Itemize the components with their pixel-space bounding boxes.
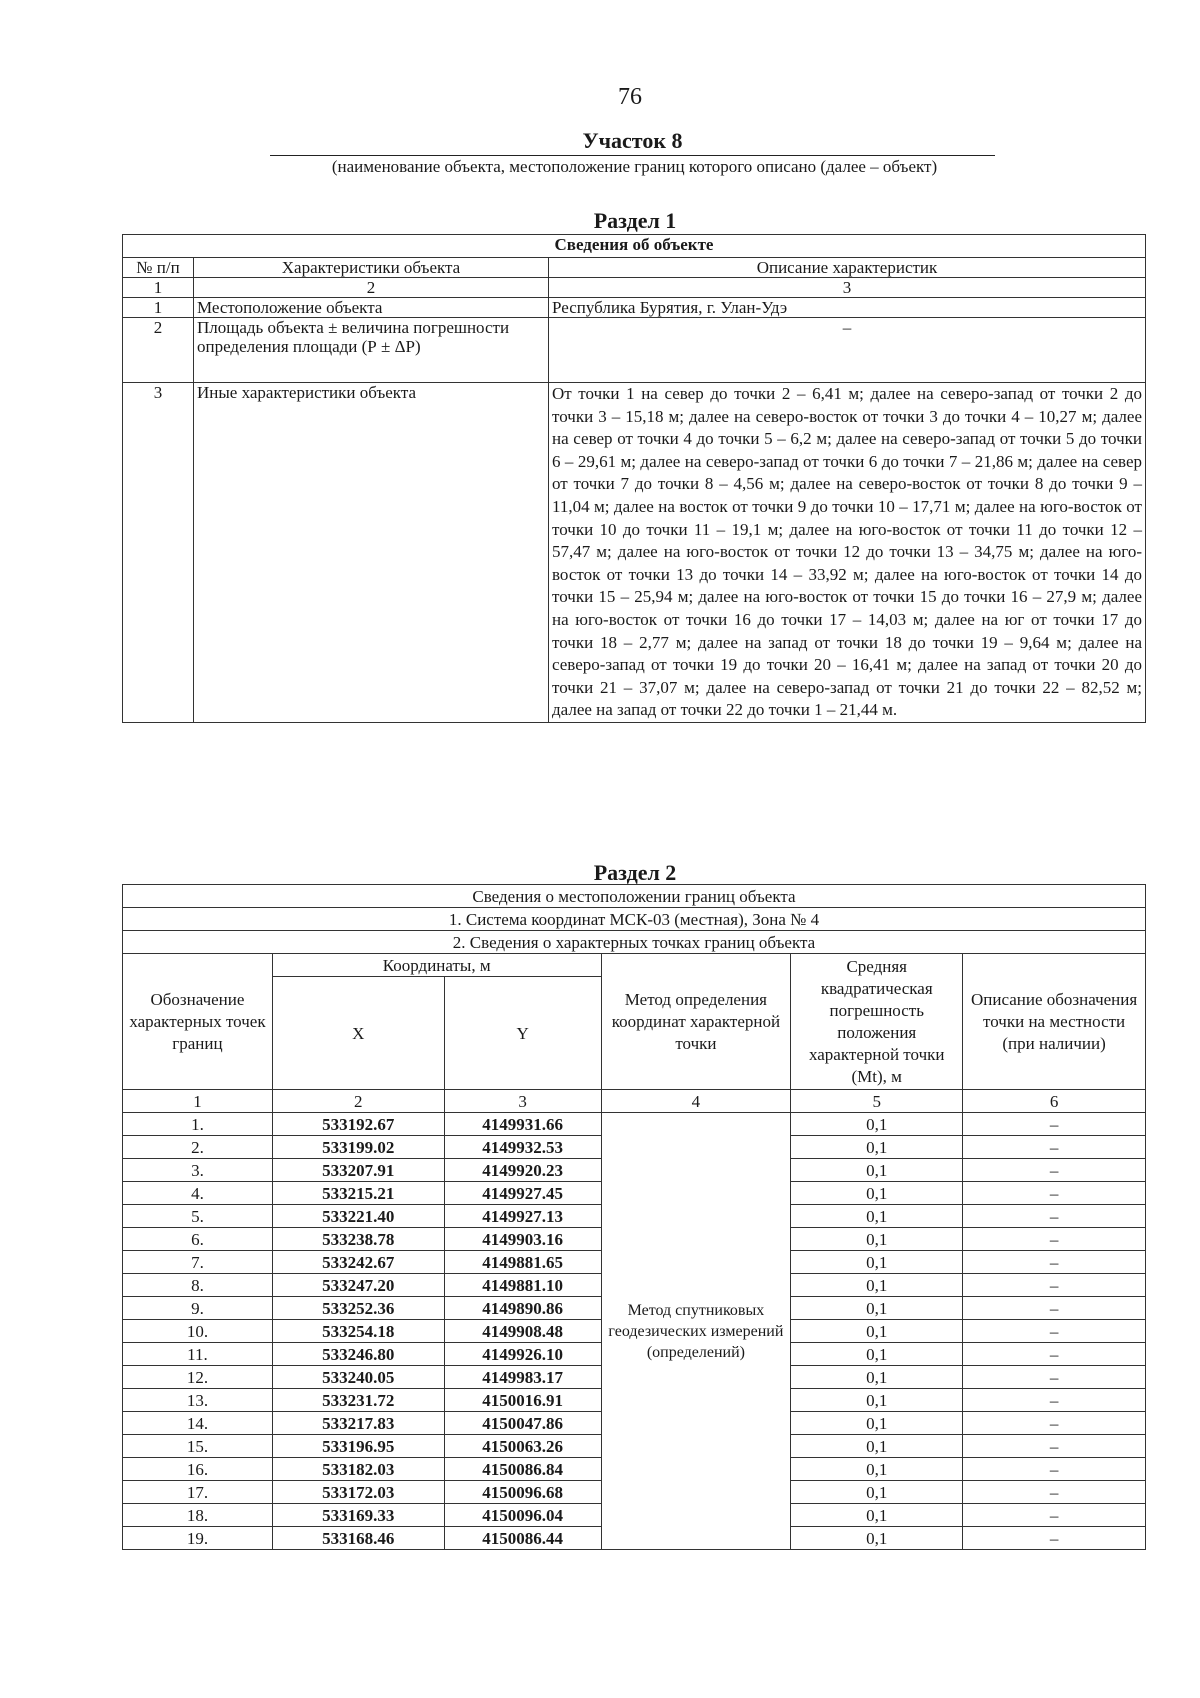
point-x: 533240.05 [272, 1366, 444, 1389]
point-y: 4149932.53 [444, 1136, 601, 1159]
section2-title: Раздел 2 [593, 860, 677, 885]
point-y: 4150096.68 [444, 1481, 601, 1504]
point-number: 7. [123, 1251, 273, 1274]
point-x: 533199.02 [272, 1136, 444, 1159]
point-number: 11. [123, 1343, 273, 1366]
point-x: 533231.72 [272, 1389, 444, 1412]
point-desc: – [963, 1228, 1146, 1251]
row-description: Республика Бурятия, г. Улан-Удэ [549, 298, 1146, 318]
row-characteristic: Местоположение объекта [194, 298, 549, 318]
point-desc: – [963, 1389, 1146, 1412]
header-description: Описание характеристик [549, 258, 1146, 278]
point-mt: 0,1 [791, 1297, 963, 1320]
col-error-header: Средняя квадратическая погрешность положения характерной точки (Mt), м [791, 954, 963, 1090]
point-mt: 0,1 [791, 1228, 963, 1251]
point-y: 4149983.17 [444, 1366, 601, 1389]
boundary-points-table [122, 884, 1146, 1550]
object-info-table [122, 234, 1146, 723]
row-num: 2 [123, 318, 194, 383]
boundary-header-1: Сведения о местоположении границ объекта [123, 885, 1146, 908]
object-title: Участок 8 [270, 128, 995, 156]
point-y: 4149931.66 [444, 1113, 601, 1136]
point-y: 4149927.45 [444, 1182, 601, 1205]
point-y: 4149920.23 [444, 1159, 601, 1182]
point-y: 4150086.84 [444, 1458, 601, 1481]
point-y: 4150016.91 [444, 1389, 601, 1412]
method-cell: Метод спутниковых геодезических измерений (определений) [601, 1113, 791, 1550]
point-number: 19. [123, 1527, 273, 1550]
row-characteristic: Площадь объекта ± величина погрешности определения площади (Р ± ΔР) [194, 318, 549, 383]
col-number-4: 4 [601, 1090, 791, 1113]
row-description: От точки 1 на север до точки 2 – 6,41 м; далее на северо-запад от точки 2 до точки 3 – 15,18 м; далее на северо-восток от точки 3 до точки 4 – 10,27 м; далее на север от точки 4 до точки 5 – 6,2 м; далее на северо-запад от точки 5 до точки 6 – 29,61 м; далее на северо-запад от точки 6 до точки 7 – 21,86 м; далее на север от точки 7 до точки 8 – 4,56 м; далее на северо-восток от точки 8 до точки 9 – 11,04 м; далее на восток от точки 9 до точки 10 – 17,71 м; далее на юго-восток от точки 10 до точки 11 – 19,1 м; далее на юго-восток от точки 11 до точки 12 – 57,47 м; далее на юго-восток от точки 12 до точки 13 – 34,75 м; далее на юго-восток от точки 13 до точки 14 – 33,92 м; далее на юго-восток от точки 14 до точки 15 – 25,94 м; далее на юго-восток от точки 15 до точки 16 – 27,9 м; далее на юго-восток от точки 16 до точки 17 – 14,03 м; далее на юг от точки 17 до точки 18 – 2,77 м; далее на запад от точки 18 до точки 19 – 9,64 м; далее на северо-запад от точки 19 до точки 20 – 16,41 м; далее на запад от точки 20 до точки 21 – 37,07 м; далее на северо-запад от точки 21 до точки 22 – 82,52 м; далее на запад от точки 22 до точки 1 – 21,44 м. [549, 383, 1146, 723]
point-mt: 0,1 [791, 1435, 963, 1458]
point-desc: – [963, 1320, 1146, 1343]
point-number: 5. [123, 1205, 273, 1228]
col-number-2: 2 [272, 1090, 444, 1113]
col-number-6: 6 [963, 1090, 1146, 1113]
point-x: 533196.95 [272, 1435, 444, 1458]
point-desc: – [963, 1274, 1146, 1297]
point-desc: – [963, 1136, 1146, 1159]
col-number-3: 3 [549, 278, 1146, 298]
table-row [123, 1113, 1146, 1136]
point-y: 4149926.10 [444, 1343, 601, 1366]
point-y: 4149903.16 [444, 1228, 601, 1251]
point-x: 533221.40 [272, 1205, 444, 1228]
point-y: 4149881.65 [444, 1251, 601, 1274]
point-mt: 0,1 [791, 1343, 963, 1366]
point-y: 4149890.86 [444, 1297, 601, 1320]
point-desc: – [963, 1504, 1146, 1527]
point-x: 533207.91 [272, 1159, 444, 1182]
point-mt: 0,1 [791, 1251, 963, 1274]
point-y: 4150063.26 [444, 1435, 601, 1458]
col-number-3: 3 [444, 1090, 601, 1113]
row-description: – [549, 318, 1146, 383]
point-x: 533252.36 [272, 1297, 444, 1320]
boundary-header-2: 1. Система координат МСК-03 (местная), Зона № 4 [123, 908, 1146, 931]
object-info-table-title: Сведения об объекте [123, 235, 1146, 258]
table-row [123, 298, 1146, 318]
object-caption: (наименование объекта, местоположение границ которого описано (далее – объект) [331, 157, 938, 176]
col-method-header: Метод определения координат характерной точки [601, 954, 791, 1090]
point-y: 4149908.48 [444, 1320, 601, 1343]
section1-title: Раздел 1 [593, 208, 677, 233]
point-x: 533217.83 [272, 1412, 444, 1435]
col-number-1: 1 [123, 278, 194, 298]
col-number-2: 2 [194, 278, 549, 298]
page-number: 76 [618, 84, 642, 110]
point-number: 14. [123, 1412, 273, 1435]
point-desc: – [963, 1159, 1146, 1182]
point-y: 4149927.13 [444, 1205, 601, 1228]
point-mt: 0,1 [791, 1136, 963, 1159]
point-number: 4. [123, 1182, 273, 1205]
point-number: 1. [123, 1113, 273, 1136]
point-y: 4150096.04 [444, 1504, 601, 1527]
point-x: 533215.21 [272, 1182, 444, 1205]
point-x: 533238.78 [272, 1228, 444, 1251]
point-number: 8. [123, 1274, 273, 1297]
point-mt: 0,1 [791, 1389, 963, 1412]
point-mt: 0,1 [791, 1458, 963, 1481]
point-y: 4149881.10 [444, 1274, 601, 1297]
point-mt: 0,1 [791, 1159, 963, 1182]
table-row [123, 318, 1146, 383]
point-mt: 0,1 [791, 1481, 963, 1504]
point-y: 4150086.44 [444, 1527, 601, 1550]
point-desc: – [963, 1527, 1146, 1550]
col-desc-header: Описание обозначения точки на местности (при наличии) [963, 954, 1146, 1090]
header-characteristic: Характеристики объекта [194, 258, 549, 278]
point-desc: – [963, 1251, 1146, 1274]
col-y-header: Y [444, 977, 601, 1090]
point-mt: 0,1 [791, 1205, 963, 1228]
point-desc: – [963, 1205, 1146, 1228]
point-x: 533254.18 [272, 1320, 444, 1343]
point-number: 10. [123, 1320, 273, 1343]
point-number: 6. [123, 1228, 273, 1251]
point-desc: – [963, 1297, 1146, 1320]
point-number: 18. [123, 1504, 273, 1527]
point-mt: 0,1 [791, 1320, 963, 1343]
header-num: № п/п [123, 258, 194, 278]
point-desc: – [963, 1458, 1146, 1481]
table-row [123, 383, 1146, 723]
point-number: 9. [123, 1297, 273, 1320]
point-mt: 0,1 [791, 1182, 963, 1205]
point-number: 2. [123, 1136, 273, 1159]
point-mt: 0,1 [791, 1366, 963, 1389]
point-x: 533246.80 [272, 1343, 444, 1366]
point-x: 533169.33 [272, 1504, 444, 1527]
row-num: 3 [123, 383, 194, 723]
point-x: 533182.03 [272, 1458, 444, 1481]
point-desc: – [963, 1182, 1146, 1205]
col-number-5: 5 [791, 1090, 963, 1113]
point-mt: 0,1 [791, 1504, 963, 1527]
point-number: 16. [123, 1458, 273, 1481]
point-number: 12. [123, 1366, 273, 1389]
point-y: 4150047.86 [444, 1412, 601, 1435]
point-x: 533192.67 [272, 1113, 444, 1136]
point-x: 533242.67 [272, 1251, 444, 1274]
col-x-header: X [272, 977, 444, 1090]
row-characteristic: Иные характеристики объекта [194, 383, 549, 723]
point-x: 533168.46 [272, 1527, 444, 1550]
point-x: 533172.03 [272, 1481, 444, 1504]
boundary-header-3: 2. Сведения о характерных точках границ объекта [123, 931, 1146, 954]
point-desc: – [963, 1435, 1146, 1458]
point-desc: – [963, 1343, 1146, 1366]
point-mt: 0,1 [791, 1412, 963, 1435]
row-num: 1 [123, 298, 194, 318]
point-number: 13. [123, 1389, 273, 1412]
point-number: 15. [123, 1435, 273, 1458]
point-desc: – [963, 1366, 1146, 1389]
point-desc: – [963, 1412, 1146, 1435]
point-mt: 0,1 [791, 1274, 963, 1297]
col-number-1: 1 [123, 1090, 273, 1113]
point-mt: 0,1 [791, 1527, 963, 1550]
point-desc: – [963, 1113, 1146, 1136]
point-mt: 0,1 [791, 1113, 963, 1136]
point-number: 3. [123, 1159, 273, 1182]
point-x: 533247.20 [272, 1274, 444, 1297]
point-number: 17. [123, 1481, 273, 1504]
point-desc: – [963, 1481, 1146, 1504]
col-coords-header: Координаты, м [272, 954, 601, 977]
col-point-header: Обозначение характерных точек границ [123, 954, 273, 1090]
